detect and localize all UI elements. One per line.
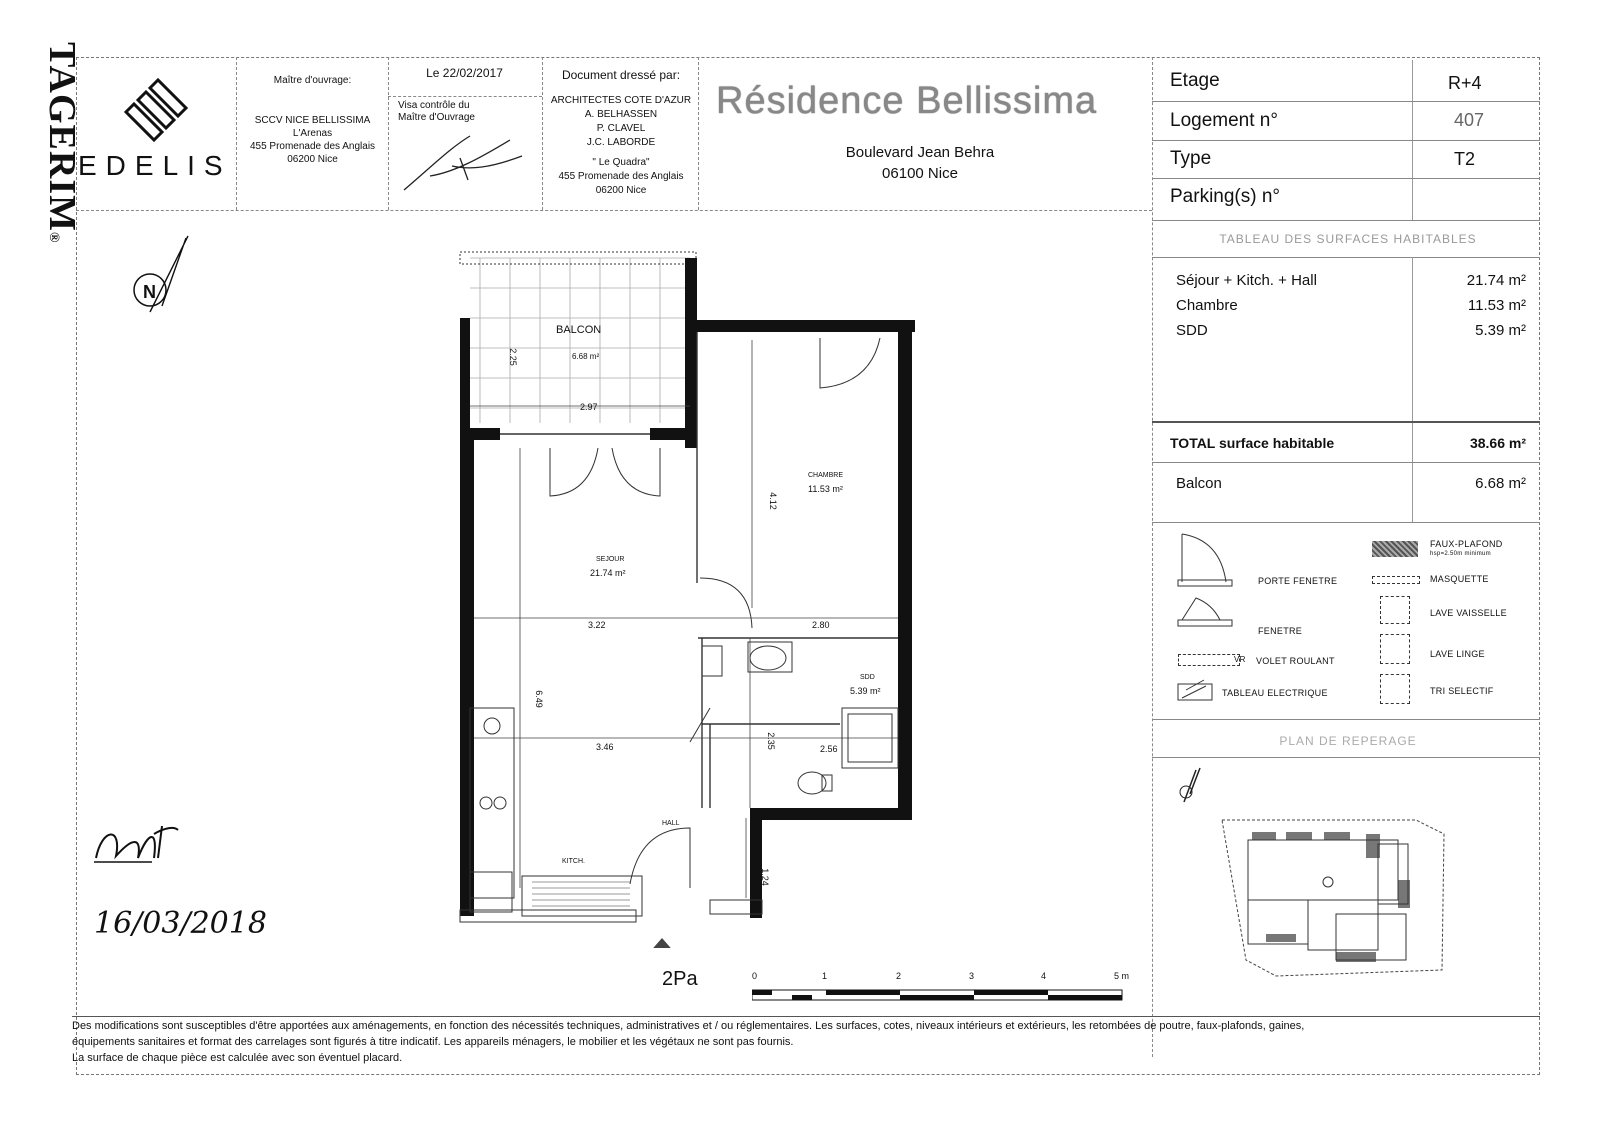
room-sejour: SEJOUR bbox=[596, 556, 625, 563]
dim-124: 1.24 bbox=[759, 868, 770, 886]
scale-bar-graphic bbox=[752, 986, 1124, 1004]
scale-tick: 3 bbox=[969, 971, 975, 981]
scale-tick: 1 bbox=[822, 971, 828, 981]
owner-line: L'Arenas bbox=[292, 128, 333, 139]
scale-tick: 4 bbox=[1041, 971, 1047, 981]
architect-heading: Document dressé par: bbox=[561, 68, 681, 82]
architect-line: 455 Promenade des Anglais bbox=[558, 171, 684, 182]
owner-line: 455 Promenade des Anglais bbox=[249, 141, 376, 152]
balcony-tiles bbox=[470, 258, 690, 423]
dim-297: 2.97 bbox=[580, 402, 598, 412]
dim-280: 2.80 bbox=[812, 620, 830, 630]
room-kitch: KITCH. bbox=[562, 858, 585, 865]
info-label-parking: Parking(s) n° bbox=[1170, 186, 1281, 207]
owner-line: SCCV NICE BELLISSIMA bbox=[254, 115, 371, 126]
dim-225: 2.25 bbox=[507, 348, 518, 366]
info-label-type: Type bbox=[1170, 148, 1212, 169]
legend-volet-roulant: VOLET ROULANT bbox=[1256, 656, 1335, 666]
residence-name: Résidence Bellissima bbox=[716, 80, 1098, 122]
room-chambre-area: 11.53 m² bbox=[808, 484, 843, 494]
legend-vr: VR bbox=[1234, 655, 1246, 664]
legend-fenetre: FENETRE bbox=[1258, 626, 1303, 636]
architect-line: P. CLAVEL bbox=[596, 123, 646, 134]
room-sdd: SDD bbox=[860, 674, 875, 681]
residence-street: Boulevard Jean Behra bbox=[845, 144, 995, 161]
room-sejour-area: 21.74 m² bbox=[590, 568, 626, 578]
lave-linge-symbol bbox=[1380, 634, 1410, 664]
surface-label: Chambre bbox=[1176, 297, 1238, 314]
room-balcon: BALCON bbox=[556, 324, 602, 336]
surface-value: 21.74 m² bbox=[1466, 272, 1526, 289]
legend-porte-fenetre: PORTE FENETRE bbox=[1258, 576, 1338, 586]
legend-masquette: MASQUETTE bbox=[1430, 574, 1489, 584]
owner-line: 06200 Nice bbox=[287, 154, 338, 165]
balcony-value: 6.68 m² bbox=[1475, 475, 1526, 492]
svg-text:N: N bbox=[143, 282, 156, 302]
architect-line: ARCHITECTES COTE D'AZUR bbox=[550, 95, 692, 106]
surface-label: SDD bbox=[1176, 322, 1208, 339]
surfaces-heading: TABLEAU DES SURFACES HABITABLES bbox=[1219, 232, 1477, 246]
dim-649: 6.49 bbox=[533, 690, 544, 708]
edelis-logo-mark bbox=[116, 72, 196, 146]
front-walls bbox=[460, 900, 762, 922]
legend-tri: TRI SELECTIF bbox=[1430, 686, 1494, 696]
edelis-logo-text: EDELIS bbox=[78, 150, 232, 181]
plan-reperage-heading: PLAN DE REPERAGE bbox=[1279, 734, 1417, 748]
architect-line: " Le Quadra" bbox=[592, 157, 650, 168]
balcony-label: Balcon bbox=[1176, 475, 1222, 492]
architect-line: 06200 Nice bbox=[595, 185, 647, 196]
disclaimer-line: Des modifications sont susceptibles d'être apportées aux aménagements, en fonction des nécessités techniques, administratives et / ou réglementaires. Les surfaces, cotes, niveaux intérieurs et extérieurs, les retombées de poutre, faux-plafonds, gaines, bbox=[72, 1020, 1305, 1032]
room-sdd-area: 5.39 m² bbox=[850, 686, 881, 696]
doors bbox=[550, 338, 880, 888]
site-plan bbox=[1176, 764, 1516, 990]
volet-roulant-symbol bbox=[1178, 654, 1240, 666]
disclaimer-line: La surface de chaque pièce est calculée avec son éventuel placard. bbox=[72, 1052, 403, 1064]
tri-selectif-symbol bbox=[1380, 674, 1410, 704]
porte-fenetre-symbol bbox=[1176, 530, 1236, 590]
legend-tableau: TABLEAU ELECTRIQUE bbox=[1222, 688, 1328, 698]
lave-vaisselle-symbol bbox=[1380, 596, 1410, 624]
dim-412: 4.12 bbox=[767, 492, 778, 510]
faux-plafond-symbol bbox=[1372, 541, 1418, 557]
walls bbox=[460, 258, 915, 918]
architect-line: A. BELHASSEN bbox=[584, 109, 658, 120]
handwritten-initials bbox=[92, 818, 182, 868]
entry-label: 2Pa bbox=[662, 968, 698, 990]
tableau-electrique-symbol bbox=[1176, 676, 1216, 704]
dim-256: 2.56 bbox=[820, 744, 838, 754]
architect-line: J.C. LABORDE bbox=[586, 137, 656, 148]
residence-city: 06100 Nice bbox=[882, 165, 958, 182]
tagerim-brand: TAGERIM® bbox=[41, 42, 83, 244]
scale-tick: 5 m bbox=[1114, 971, 1130, 981]
surface-value: 11.53 m² bbox=[1467, 297, 1526, 314]
surface-label: Séjour + Kitch. + Hall bbox=[1176, 272, 1317, 289]
info-label-logement: Logement n° bbox=[1170, 110, 1278, 131]
floor-plan bbox=[440, 248, 960, 948]
room-hall: HALL bbox=[662, 820, 680, 827]
total-label: TOTAL surface habitable bbox=[1170, 435, 1335, 451]
approval-visa: Visa contrôle du Maître d'Ouvrage bbox=[398, 100, 475, 123]
visa-signature bbox=[400, 128, 530, 198]
north-arrow-icon bbox=[128, 232, 198, 322]
disclaimer bbox=[72, 1018, 1522, 1066]
legend-lave-linge: LAVE LINGE bbox=[1430, 649, 1485, 659]
approval-date: Le 22/02/2017 bbox=[426, 66, 503, 80]
legend-faux-plafond-note: hsp=2.50m minimum bbox=[1430, 551, 1491, 557]
owner-heading: Maître d'ouvrage: bbox=[273, 75, 352, 86]
dim-235: 2.35 bbox=[765, 732, 776, 750]
dim-322: 3.22 bbox=[588, 620, 606, 630]
info-value-logement: 407 bbox=[1454, 110, 1485, 130]
residence-address bbox=[800, 142, 1040, 184]
fixtures bbox=[470, 642, 898, 916]
scale-tick: 0 bbox=[752, 971, 758, 981]
room-balcon-area: 6.68 m² bbox=[572, 352, 600, 361]
masquette-symbol bbox=[1372, 576, 1420, 584]
surface-value: 5.39 m² bbox=[1475, 322, 1526, 339]
disclaimer-line: équipements sanitaires et format des carrelages sont figurés à titre indicatif. Les appareils ménagers, le mobilier et les végétaux ne sont pas fournis. bbox=[72, 1036, 794, 1048]
legend-lave-vaisselle: LAVE VAISSELLE bbox=[1430, 608, 1507, 618]
handwritten-date: 16/03/2018 bbox=[94, 906, 267, 941]
architect-block bbox=[544, 94, 698, 198]
fenetre-symbol bbox=[1176, 590, 1236, 630]
room-chambre: CHAMBRE bbox=[808, 472, 844, 479]
scale-tick: 2 bbox=[896, 971, 902, 981]
legend-faux-plafond: FAUX-PLAFOND bbox=[1430, 539, 1503, 549]
total-value: 38.66 m² bbox=[1469, 435, 1526, 451]
owner-block bbox=[240, 114, 385, 166]
partitions bbox=[500, 332, 898, 808]
info-label-etage: Etage bbox=[1170, 70, 1220, 91]
info-value-etage: R+4 bbox=[1448, 73, 1482, 93]
info-value-type: T2 bbox=[1454, 149, 1476, 169]
dim-346: 3.46 bbox=[596, 742, 614, 752]
